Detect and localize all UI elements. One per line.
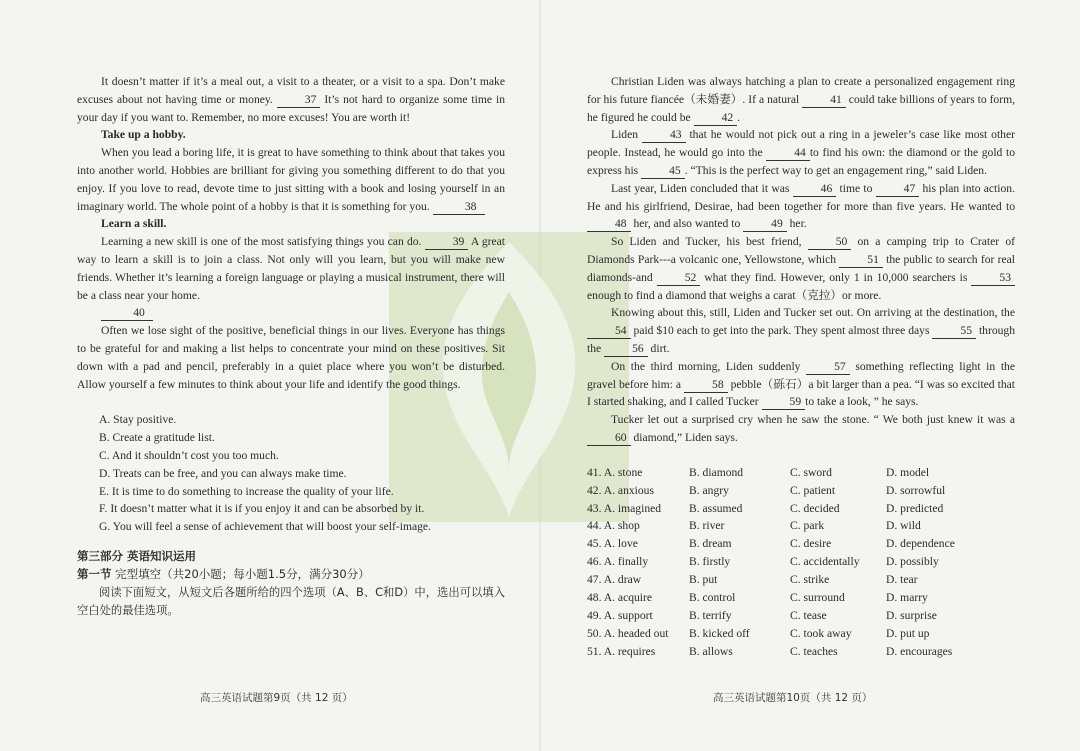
paragraph-text: her. (786, 217, 807, 231)
choice-option[interactable]: 44. A. shop (587, 519, 640, 533)
cloze-paragraph-4 (587, 233, 1015, 304)
section-title: 第三部分 英语知识运用 (77, 548, 197, 563)
page-footer-10: 高三英语试题第10页（共 12 页） (713, 692, 873, 704)
choice-option[interactable]: 51. A. requires (587, 644, 656, 658)
choice-option[interactable]: B. allows (689, 644, 733, 658)
subsection-title (77, 566, 505, 584)
paragraph-text: his plan into action. He and his girlfriend, Desirae, had been together for more than five years. He wanted to (587, 181, 1015, 213)
paragraph-text: pebble（砾石）a bit larger than a pea. “I was so excited that I started shaking, and I called Tucker (587, 377, 1016, 409)
option-b[interactable]: B. Create a gratitude list. (99, 431, 215, 445)
choice-option[interactable]: C. accidentally (790, 555, 860, 569)
blank-40[interactable]: 40 (101, 306, 153, 321)
choice-option[interactable]: C. surround (790, 591, 845, 605)
choice-row-47 (587, 571, 1015, 589)
blank-46[interactable]: 46 (793, 182, 837, 197)
choice-option[interactable]: D. dependence (886, 537, 955, 551)
paragraph-text: It doesn’t matter if it’s a meal out, a visit to a theater, or a visit to a spa. Don’t make excuses about not having time or money. (77, 75, 505, 106)
option-d[interactable]: D. Treats can be free, and you can always make time. (99, 466, 347, 480)
choice-option[interactable]: B. river (689, 519, 725, 533)
choice-table (587, 464, 1015, 661)
paragraph-text: that he would not pick out a ring in a jeweler’s case like most other people. Instead, he would go into the (587, 128, 1015, 160)
choice-option[interactable]: C. teaches (790, 644, 838, 658)
subsection-text: 完型填空（共20小题；每小题1.5分，满分30分） (111, 566, 370, 581)
blank-52[interactable]: 52 (657, 271, 701, 286)
blank-41[interactable]: 41 (802, 93, 846, 108)
blank-38[interactable]: 38 (433, 200, 485, 215)
choice-option[interactable]: C. patient (790, 483, 836, 497)
paragraph-text: to find his own: the diamond or the gold to express his (587, 146, 1015, 177)
choice-option[interactable]: 46. A. finally (587, 555, 649, 569)
choice-option[interactable]: C. strike (790, 573, 830, 587)
choice-option[interactable]: 42. A. anxious (587, 483, 654, 497)
paragraph-text: dirt. (647, 341, 670, 355)
blank-49[interactable]: 49 (743, 217, 787, 232)
heading-blank-40-line (77, 304, 505, 322)
choice-row-41 (587, 464, 1015, 482)
subsection-label: 第一节 (77, 566, 112, 581)
paragraph-text: A great way to learn a skill is to join a class. Not only will you learn, but you will make new friends. Whether it’s learning a foreign language or playing a musical instrument, there will be a class near your home. (77, 235, 505, 302)
blank-50[interactable]: 50 (808, 235, 852, 250)
choice-option[interactable]: D. encourages (886, 644, 953, 658)
choice-option[interactable]: 45. A. love (587, 537, 638, 551)
choice-option[interactable]: 48. A. acquire (587, 591, 653, 605)
paragraph-text: to take a look, ” he says. (805, 395, 919, 409)
heading-learn-skill: Learn a skill. (101, 217, 167, 231)
choice-row-45 (587, 535, 1015, 553)
paragraph-text: Knowing about this, still, Liden and Tucker set out. On arriving at the destination, the (611, 306, 1015, 320)
option-c[interactable]: C. And it shouldn’t cost you too much. (99, 448, 279, 462)
cloze-paragraph-1 (587, 73, 1015, 126)
reading-paragraph-3 (77, 233, 505, 304)
paragraph-text: On the third morning, Liden suddenly (611, 359, 807, 373)
choice-row-50 (587, 625, 1015, 643)
paragraph-text: Last year, Liden concluded that it was (611, 181, 793, 195)
choice-row-46 (587, 553, 1015, 571)
choice-option[interactable]: B. diamond (689, 465, 744, 479)
choice-option[interactable]: C. decided (790, 501, 840, 515)
option-g[interactable]: G. You will feel a sense of achievement that will boost your self-image. (99, 520, 431, 534)
paragraph-text: time to (836, 181, 876, 195)
option-e[interactable]: E. It is time to do something to increase the quality of your life. (99, 484, 394, 498)
choice-option[interactable]: B. control (689, 591, 736, 605)
paragraph-text: her, and also wanted to (630, 217, 744, 231)
paragraph-text: Learning a new skill is one of the most satisfying things you can do. (101, 235, 425, 249)
blank-60[interactable]: 60 (587, 431, 631, 446)
blank-43[interactable]: 43 (642, 128, 686, 143)
blank-51[interactable]: 51 (839, 253, 883, 268)
choice-option[interactable]: B. dream (689, 537, 732, 551)
blank-58[interactable]: 58 (684, 378, 728, 393)
blank-57[interactable]: 57 (806, 360, 850, 375)
choice-option[interactable]: D. tear (886, 573, 918, 587)
choice-option[interactable]: D. wild (886, 519, 921, 533)
choice-row-44 (587, 517, 1015, 535)
paragraph-text: Tucker let out a surprised cry when he saw the stone. “ We both just knew it was a (611, 413, 1015, 427)
cloze-paragraph-2 (587, 126, 1015, 179)
paragraph-text: could take billions of years to form, he figured he could be (587, 92, 1016, 124)
reading-paragraph-2 (77, 144, 505, 215)
blank-44[interactable]: 44 (766, 146, 810, 161)
choice-option[interactable]: 43. A. imagined (587, 501, 662, 515)
paragraph-text: Christian Liden was always hatching a plan to create a personalized engagement ring for his future fiancée（未婚妻）. If a natural (587, 75, 1015, 106)
paragraph-text: on a camping trip to Crater of Diamonds Park---a volcanic one, Yellowstone, which (587, 235, 1015, 266)
heading-take-up-hobby: Take up a hobby. (101, 128, 186, 142)
choice-option[interactable]: B. put (689, 573, 718, 587)
choice-option[interactable]: B. assumed (689, 501, 743, 515)
page-footer-9: 高三英语试题第9页（共 12 页） (200, 692, 353, 704)
paragraph-text: . “This is the perfect way to get an engagement ring,” said Liden. (684, 163, 988, 177)
choice-option[interactable]: D. surprise (886, 608, 937, 622)
blank-37[interactable]: 37 (277, 93, 321, 108)
choice-option[interactable]: D. model (886, 465, 930, 479)
choice-option[interactable]: D. put up (886, 626, 930, 640)
choice-option[interactable]: D. sorrowful (886, 483, 946, 497)
choice-option[interactable]: D. predicted (886, 501, 944, 515)
choice-option[interactable]: 50. A. headed out (587, 626, 669, 640)
choice-row-43 (587, 500, 1015, 518)
choice-option[interactable]: B. terrify (689, 608, 732, 622)
paragraph-text: When you lead a boring life, it is great to have something to think about that takes you into another world. Hobbies are brilliant for giving you something different to do that you enjoy. If you love to read, devote time to just sitting with a book and losing yourself in an imaginary world. The whole point of a hobby is that it is something for you. (77, 146, 505, 213)
answer-options (77, 411, 505, 536)
paragraph-text: something reflecting light in the gravel before him: a (587, 359, 1015, 391)
choice-row-48 (587, 589, 1015, 607)
cloze-paragraph-7 (587, 411, 1015, 447)
blank-47[interactable]: 47 (876, 182, 920, 197)
choice-option[interactable]: 47. A. draw (587, 573, 642, 587)
blank-59[interactable]: 59 (762, 395, 806, 410)
right-column (587, 73, 1015, 661)
paragraph-text: It’s not hard to organize some time in your day if you want to. Remember, no more excuses! You are worth it! (77, 92, 505, 124)
blank-42[interactable]: 42 (694, 111, 738, 126)
paragraph-text: what they find. However, only 1 in 10,000 searchers is (700, 270, 972, 284)
blank-48[interactable]: 48 (587, 217, 631, 232)
paragraph-text: enough to find a diamond that weighs a carat（克拉）or more. (587, 288, 882, 302)
choice-option[interactable]: C. sword (790, 465, 832, 479)
choice-option[interactable]: D. marry (886, 591, 928, 605)
left-column (77, 73, 505, 620)
paragraph-text: So Liden and Tucker, his best friend, (611, 235, 808, 249)
choice-option[interactable]: C. tease (790, 608, 827, 622)
blank-56[interactable]: 56 (604, 342, 648, 357)
choice-row-49 (587, 607, 1015, 625)
paragraph-text: diamond,” Liden says. (630, 430, 738, 444)
paragraph-text: Liden (611, 128, 642, 142)
right-page (540, 0, 1080, 751)
instruction-text: 阅读下面短文，从短文后各题所给的四个选项（A、B、C和D）中，选出可以填入空白处的最佳选项。 (77, 585, 505, 617)
choice-option[interactable]: B. angry (689, 483, 729, 497)
blank-54[interactable]: 54 (587, 324, 631, 339)
choice-row-42 (587, 482, 1015, 500)
blank-55[interactable]: 55 (932, 324, 976, 339)
reading-paragraph-4: Often we lose sight of the positive, beneficial things in our lives. Everyone has things to be grateful for and making a list helps to concentrate your mind on these positives. Sit down with a pad and pencil, preferably in a quiet place where you won’t be disturbed. Allow yourself a few minutes to think about your life and identify the good things. (77, 324, 505, 391)
choice-option[interactable]: C. desire (790, 537, 832, 551)
choice-option[interactable]: B. kicked off (689, 626, 750, 640)
choice-option[interactable]: 41. A. stone (587, 465, 643, 479)
paragraph-text: the public to search for real diamonds-and (587, 252, 1015, 284)
cloze-paragraph-3 (587, 180, 1015, 233)
blank-45[interactable]: 45 (641, 164, 685, 179)
blank-39[interactable]: 39 (425, 235, 469, 250)
paragraph-text: paid $10 each to get into the park. They spent almost three days (630, 324, 933, 338)
choice-option[interactable]: C. park (790, 519, 825, 533)
cloze-paragraph-5 (587, 304, 1015, 357)
paragraph-text: . (737, 110, 741, 124)
blank-53[interactable]: 53 (971, 271, 1015, 286)
choice-row-51 (587, 643, 1015, 661)
choice-option[interactable]: 49. A. support (587, 608, 653, 622)
cloze-passage (587, 73, 1015, 447)
choice-option[interactable]: C. took away (790, 626, 852, 640)
choice-option[interactable]: D. possibly (886, 555, 939, 569)
choice-option[interactable]: B. firstly (689, 555, 731, 569)
paragraph-text: through the (587, 324, 1016, 355)
cloze-paragraph-6 (587, 358, 1015, 411)
option-f[interactable]: F. It doesn’t matter what it is if you enjoy it and can be absorbed by it. (99, 502, 425, 516)
option-a[interactable]: A. Stay positive. (99, 413, 177, 427)
reading-paragraph-1 (77, 73, 505, 126)
